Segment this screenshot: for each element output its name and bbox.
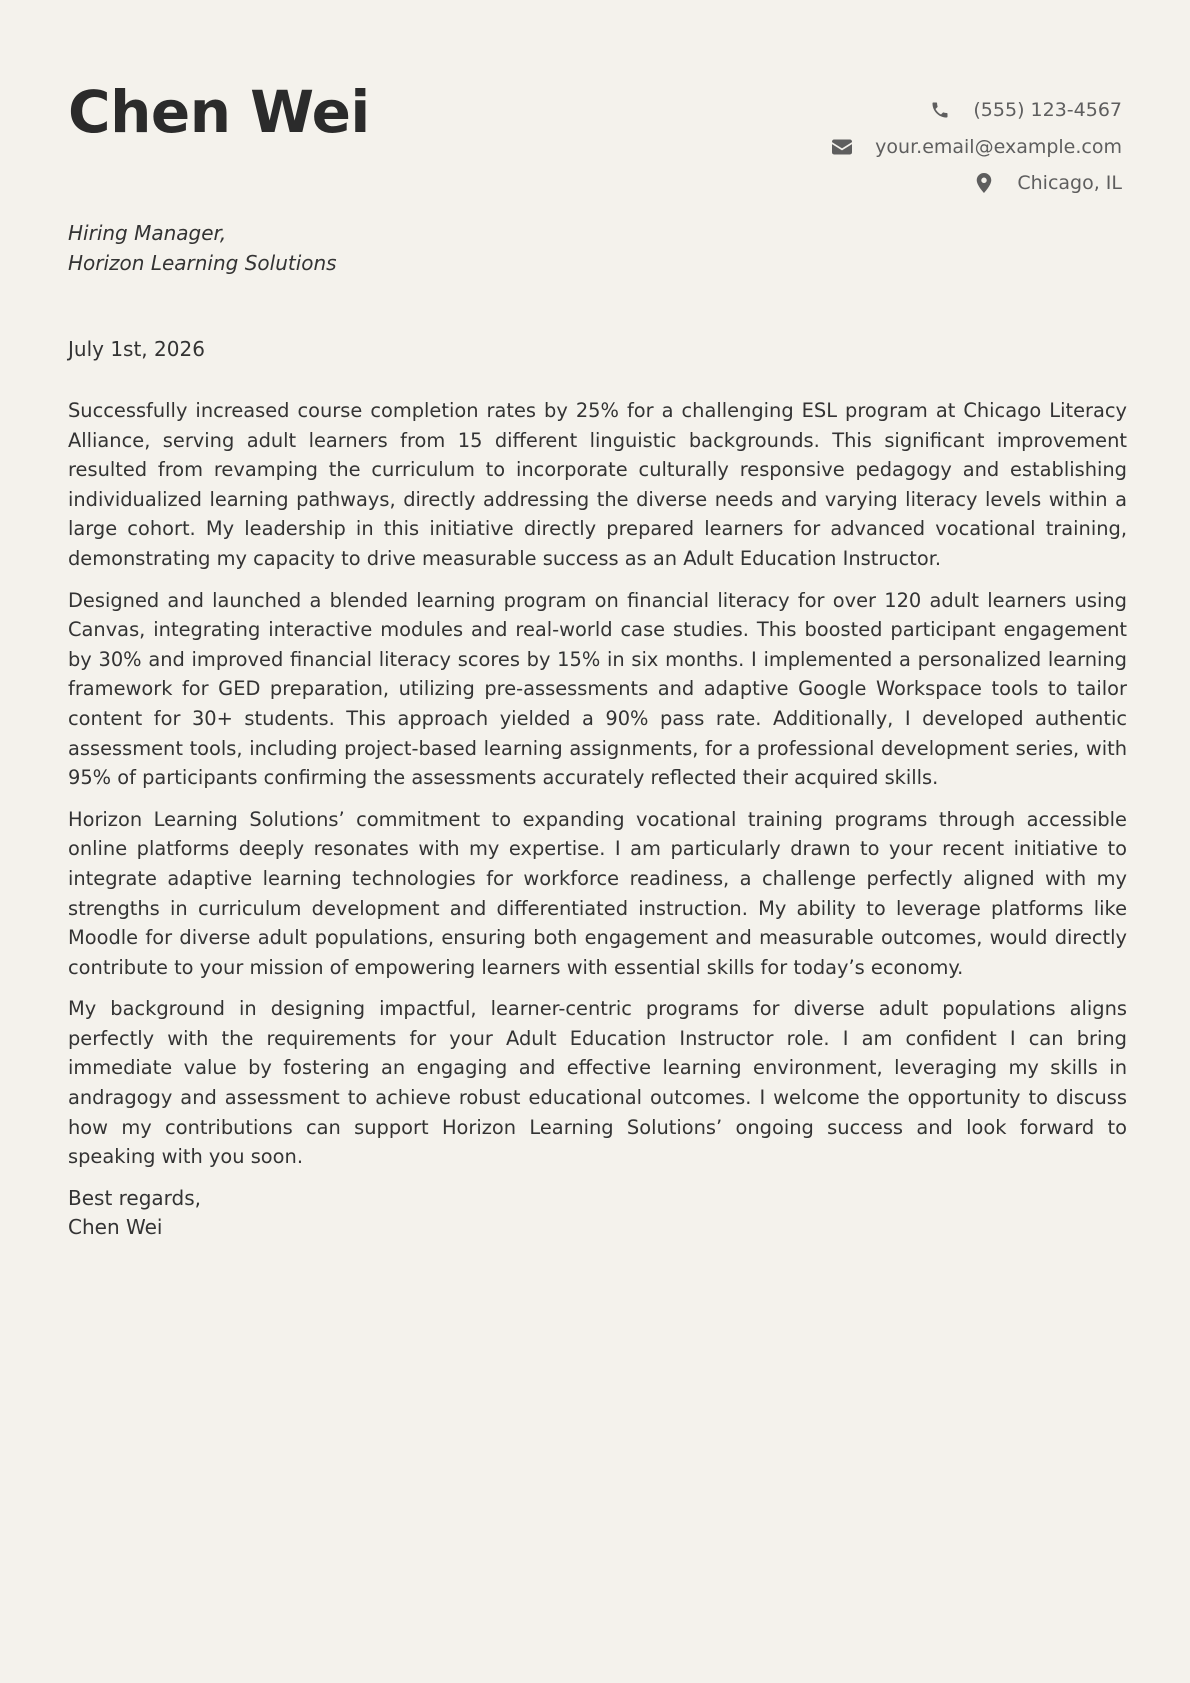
closing-signature: Chen Wei [68,1215,163,1240]
contact-phone: (555) 123-4567 [973,99,1122,122]
contact-block [831,92,1122,202]
body-paragraph: Horizon Learning Solutions’ commitment to expanding vocational training programs through accessible online platforms deeply resonates with my expertise. I am particularly drawn to your recent initiative to integrate adaptive learning technologies for workforce readiness, a challenge perfectly aligned with my strengths in curriculum development and differentiated instruction. My ability to leverage platforms like Moodle for diverse adult populations, ensuring both engagement and measurable outcomes, would directly contribute to your mission of empowering learners with essential skills for today’s economy. [68,807,1127,979]
recipient-company: Horizon Learning Solutions [68,251,337,275]
envelope-icon [831,136,853,158]
body-paragraph: My background in designing impactful, learner-centric programs for diverse adult populations aligns perfectly with the requirements for your Adult Education Instructor role. I am confident I can bring immediate value by fostering an engaging and effective learning environment, leveraging my skills in andragogy and assessment to achieve robust educational outcomes. I welcome the opportunity to discuss how my contributions can support Horizon Learning Solutions’ ongoing success and look forward to speaking with you soon. [68,997,1127,1169]
closing-block [68,1184,1127,1243]
letter-body [68,396,1127,1243]
map-pin-icon [973,172,995,194]
contact-location: Chicago, IL [1017,172,1122,195]
closing-salutation: Best regards, [68,1185,202,1210]
body-paragraph: Successfully increased course completion rates by 25% for a challenging ESL program at Chicago Literacy Alliance, serving adult learners from 15 different linguistic backgrounds. This significant improvement resulted from revamping the curriculum to incorporate culturally responsive pedagogy and establishing individualized learning pathways, directly addressing the diverse needs and varying literacy levels within a large cohort. My leadership in this initiative directly prepared learners for advanced vocational training, demonstrating my capacity to drive measurable success as an Adult Education Instructor. [68,399,1127,570]
recipient-block [68,218,337,278]
recipient-title: Hiring Manager, [68,221,227,245]
contact-phone-row [831,92,1122,129]
letter-header [68,0,1122,200]
contact-location-row [831,165,1122,202]
phone-icon [929,99,951,121]
contact-email-row [831,129,1122,166]
body-paragraph: Designed and launched a blended learning program on financial literacy for over 120 adult learners using Canvas, integrating interactive modules and real-world case studies. This boosted participant engagement by 30% and improved financial literacy scores by 15% in six months. I implemented a personalized learning framework for GED preparation, utilizing pre-assessments and adaptive Google Workspace tools to tailor content for 30+ students. This approach yielded a 90% pass rate. Additionally, I developed authentic assessment tools, including project-based learning assignments, for a professional development series, with 95% of participants confirming the assessments accurately reflected their acquired skills. [68,588,1127,790]
letter-date: July 1st, 2026 [68,337,205,361]
sender-name: Chen Wei [68,78,370,146]
contact-email: your.email@example.com [875,135,1122,158]
